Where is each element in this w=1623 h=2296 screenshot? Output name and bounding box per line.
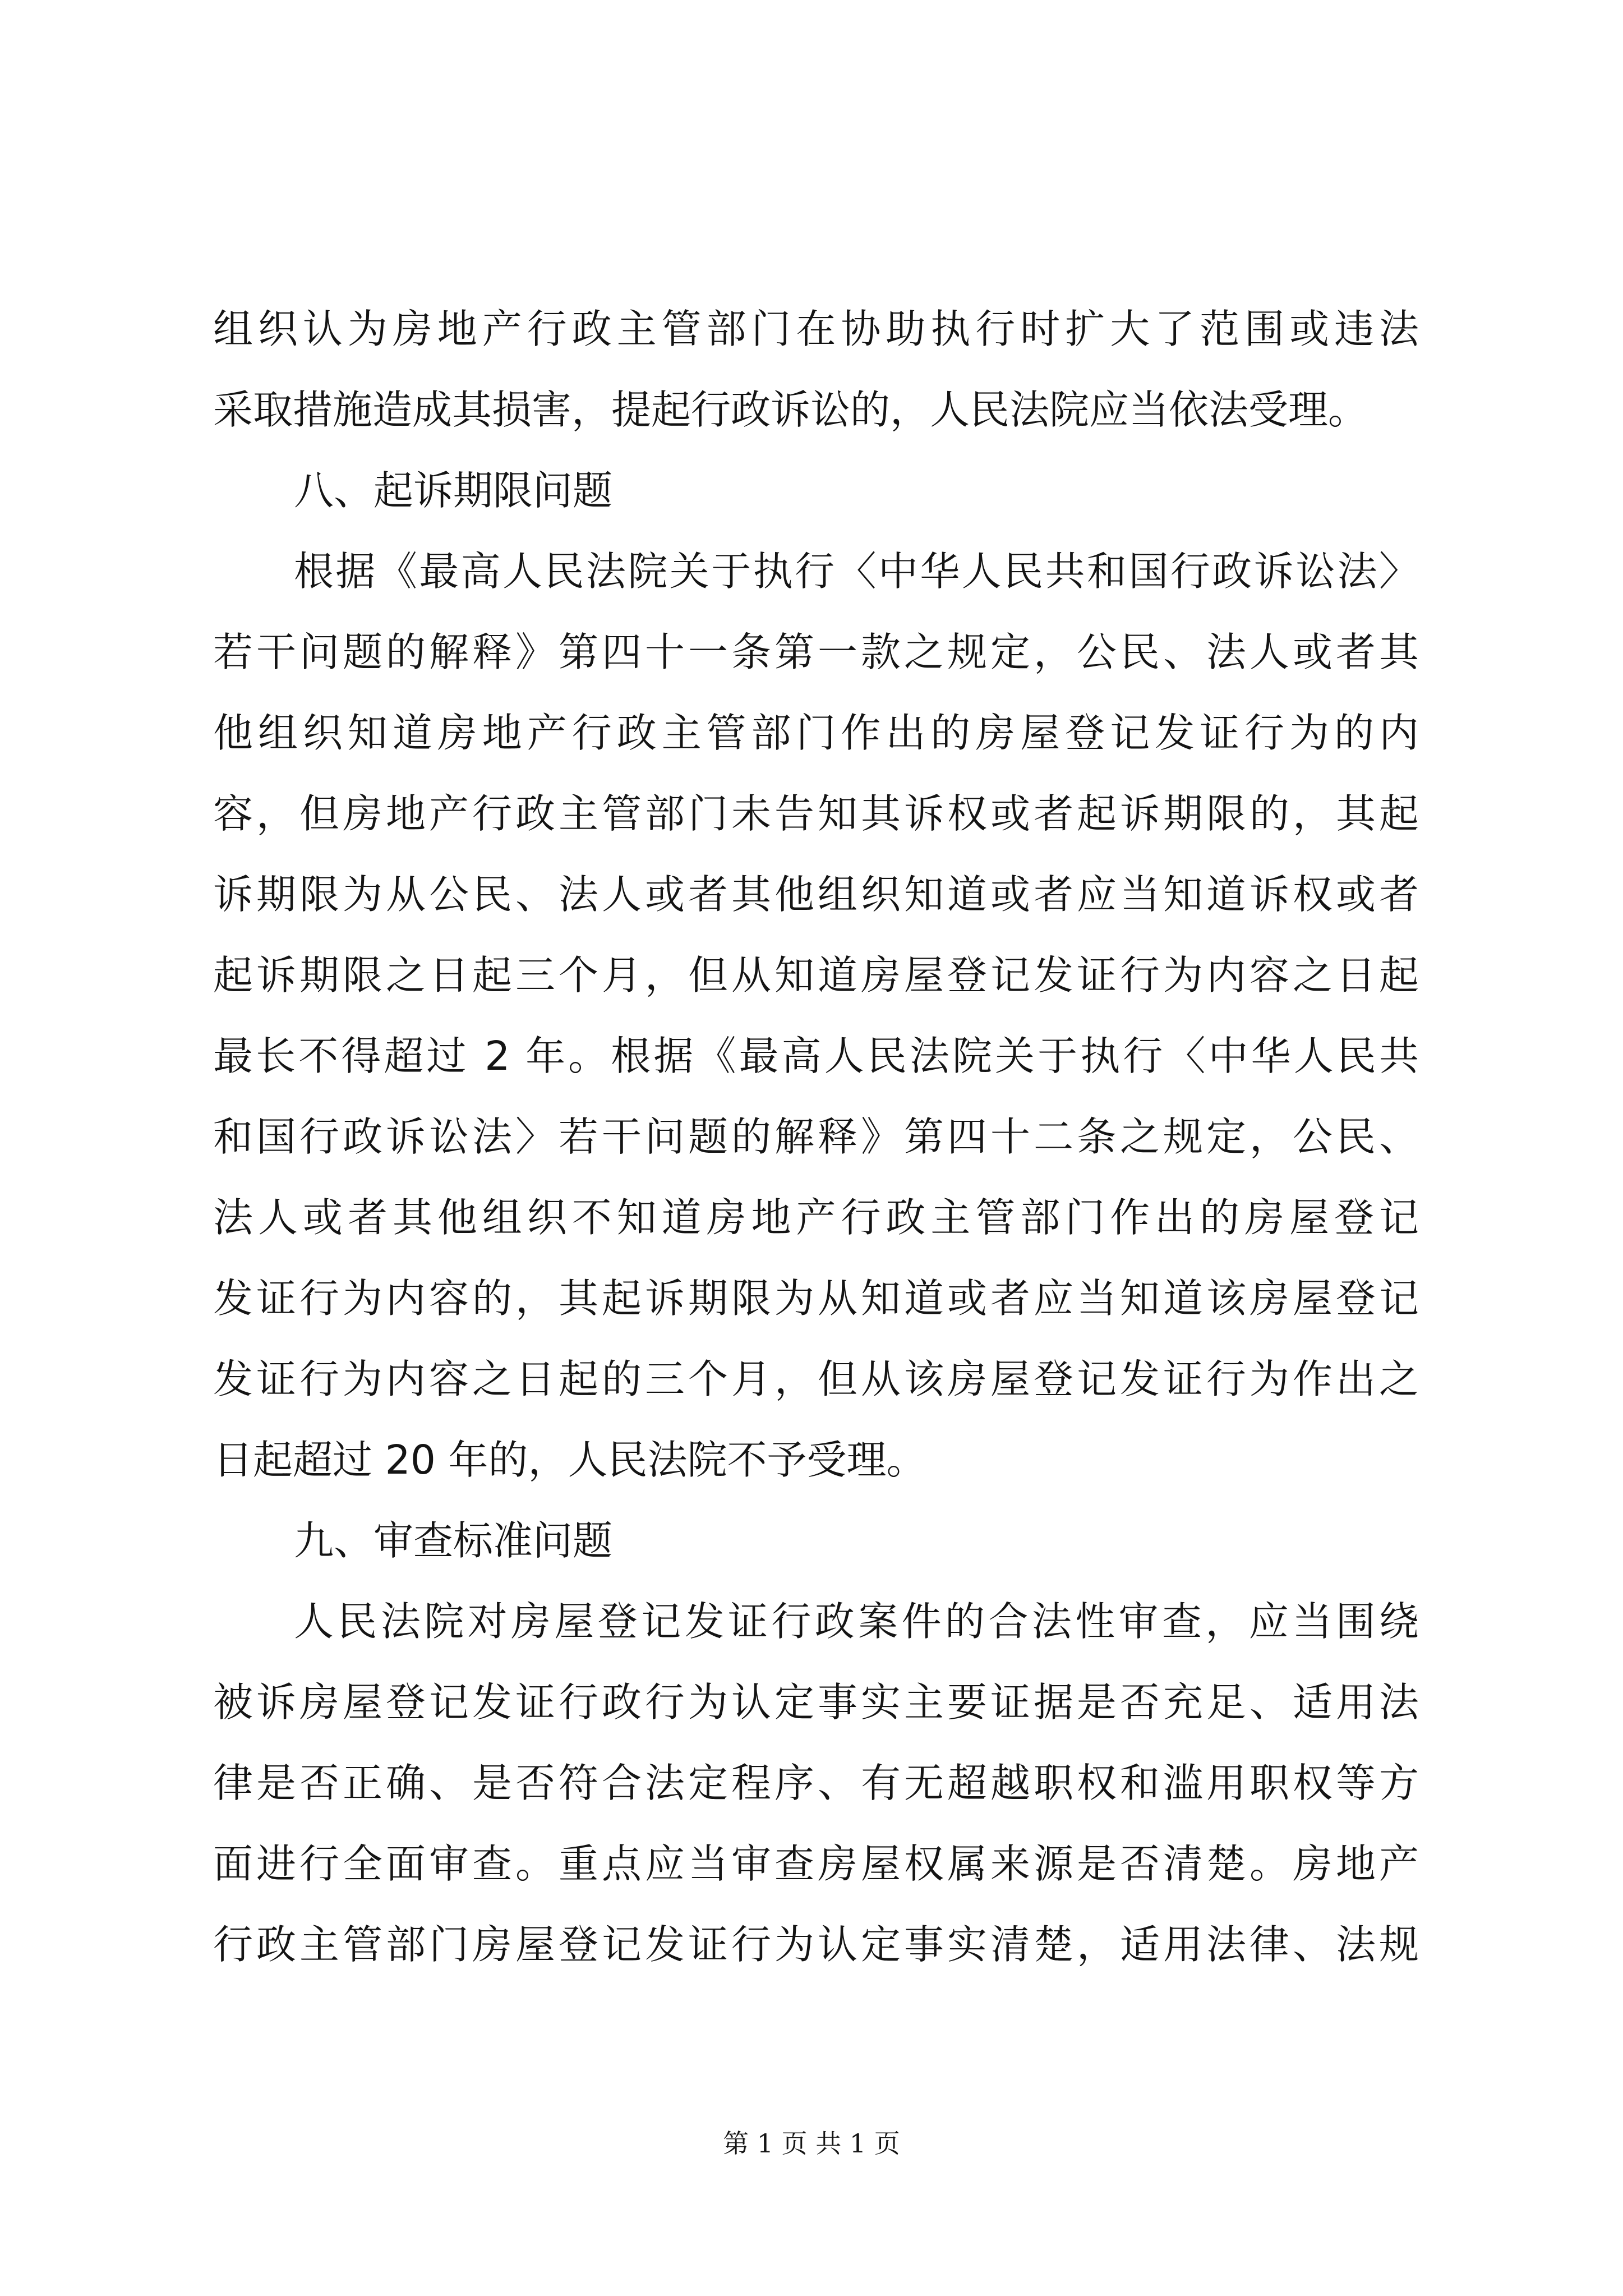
- text-line: 诉期限为从公民、法人或者其他组织知道或者应当知道诉权或者: [213, 871, 1419, 918]
- text-line: 行政主管部门房屋登记发证行为认定事实清楚，适用法律、法规: [213, 1921, 1419, 1968]
- text-line: 根据《最高人民法院关于执行〈中华人民共和国行政诉讼法〉: [294, 548, 1419, 595]
- text-line: 人民法院对房屋登记发证行政案件的合法性审查，应当围绕: [294, 1598, 1419, 1645]
- text-line: 发证行为内容之日起的三个月，但从该房屋登记发证行为作出之: [213, 1356, 1419, 1402]
- text-line: 律是否正确、是否符合法定程序、有无超越职权和滥用职权等方: [213, 1760, 1419, 1806]
- text-line: 和国行政诉讼法〉若干问题的解释》第四十二条之规定，公民、: [213, 1114, 1419, 1160]
- text-line: 日起超过 20 年的，人民法院不予受理。: [213, 1437, 926, 1483]
- text-line: 法人或者其他组织不知道房地产行政主管部门作出的房屋登记: [213, 1194, 1419, 1241]
- text-line: 若干问题的解释》第四十一条第一款之规定，公民、法人或者其: [213, 629, 1419, 675]
- text-line: 被诉房屋登记发证行政行为认定事实主要证据是否充足、适用法: [213, 1679, 1419, 1726]
- text-line: 起诉期限之日起三个月，但从知道房屋登记发证行为内容之日起: [213, 952, 1419, 999]
- section-heading: 八、起诉期限问题: [294, 467, 613, 514]
- text-line: 发证行为内容的，其起诉期限为从知道或者应当知道该房屋登记: [213, 1275, 1419, 1322]
- page-footer: 第 1 页 共 1 页: [723, 2128, 900, 2159]
- text-line: 最长不得超过 2 年。根据《最高人民法院关于执行〈中华人民共: [213, 1033, 1419, 1079]
- text-line: 采取措施造成其损害，提起行政诉讼的，人民法院应当依法受理。: [213, 386, 1368, 433]
- text-line: 容，但房地产行政主管部门未告知其诉权或者起诉期限的，其起: [213, 790, 1419, 837]
- text-line: 组织认为房地产行政主管部门在协助执行时扩大了范围或违法: [213, 306, 1419, 352]
- text-line: 面进行全面审查。重点应当审查房屋权属来源是否清楚。房地产: [213, 1841, 1419, 1887]
- text-line: 他组织知道房地产行政主管部门作出的房屋登记发证行为的内: [213, 710, 1419, 756]
- section-heading: 九、审查标准问题: [294, 1517, 613, 1564]
- body-text: [213, 289, 1419, 1985]
